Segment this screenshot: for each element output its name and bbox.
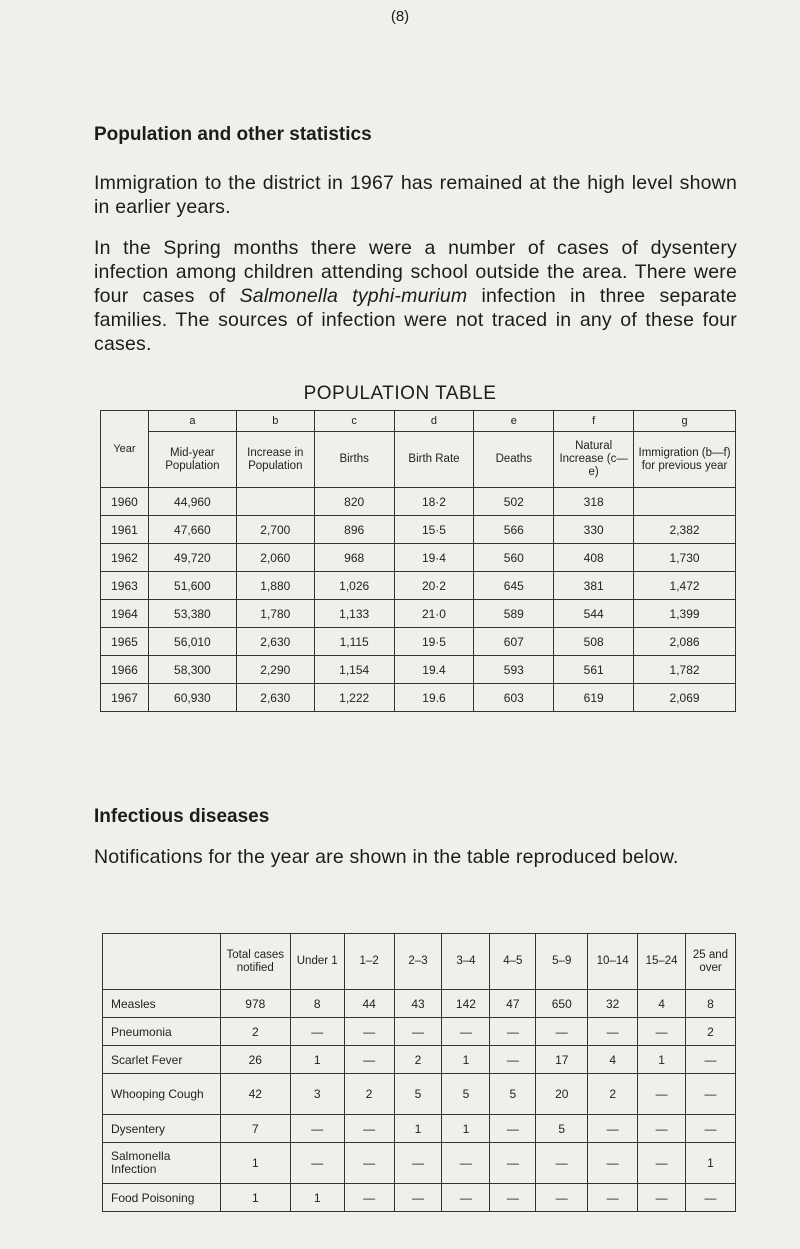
table-cell: — (638, 1115, 686, 1143)
population-table-letter-row (101, 411, 736, 432)
table-cell: 2 (686, 1018, 736, 1046)
table-cell: — (536, 1184, 588, 1212)
table-cell: 330 (554, 516, 634, 544)
table-cell: 2,630 (236, 628, 314, 656)
table-cell: 5 (490, 1074, 536, 1115)
table-cell: — (638, 1184, 686, 1212)
table-cell: 1 (220, 1184, 290, 1212)
year-cell: 1966 (101, 656, 149, 684)
table-cell: 8 (290, 990, 344, 1018)
table-row (103, 1046, 736, 1074)
table-row (101, 684, 736, 712)
population-table (100, 410, 736, 712)
population-table-header-row (101, 432, 736, 488)
table-cell: 5 (442, 1074, 490, 1115)
table-cell: 1 (638, 1046, 686, 1074)
table-row (101, 544, 736, 572)
table-cell: 1,026 (314, 572, 394, 600)
year-cell: 1965 (101, 628, 149, 656)
table-cell: 1 (220, 1143, 290, 1184)
section-heading-infectious: Infectious diseases (94, 806, 270, 827)
table-row (101, 628, 736, 656)
table-cell: 381 (554, 572, 634, 600)
table-cell: 42 (220, 1074, 290, 1115)
column-letter: f (554, 411, 634, 432)
table-cell: — (490, 1143, 536, 1184)
table-cell: 607 (474, 628, 554, 656)
table-cell: — (490, 1184, 536, 1212)
year-cell: 1962 (101, 544, 149, 572)
year-cell: 1967 (101, 684, 149, 712)
table-cell: — (442, 1184, 490, 1212)
table-row (101, 600, 736, 628)
table-cell: 1 (686, 1143, 736, 1184)
table-cell: 619 (554, 684, 634, 712)
table-cell: — (442, 1143, 490, 1184)
column-header: Under 1 (290, 934, 344, 990)
table-cell: 4 (638, 990, 686, 1018)
table-cell: 820 (314, 488, 394, 516)
column-header: 5–9 (536, 934, 588, 990)
table-cell: 2 (344, 1074, 394, 1115)
table-cell: — (686, 1184, 736, 1212)
table-row (101, 656, 736, 684)
table-cell: — (490, 1115, 536, 1143)
table-cell: 1,472 (634, 572, 736, 600)
table-cell: 978 (220, 990, 290, 1018)
table-cell: — (344, 1143, 394, 1184)
table-cell: — (588, 1018, 638, 1046)
table-cell: 2,382 (634, 516, 736, 544)
year-cell: 1961 (101, 516, 149, 544)
table-cell: 544 (554, 600, 634, 628)
table-cell: 1,115 (314, 628, 394, 656)
table-cell: 650 (536, 990, 588, 1018)
table-row (103, 1143, 736, 1184)
column-letter: g (634, 411, 736, 432)
table-cell: — (490, 1046, 536, 1074)
table-cell: 896 (314, 516, 394, 544)
header-births: Births (314, 432, 394, 488)
table-row (103, 1074, 736, 1115)
table-cell: 44,960 (148, 488, 236, 516)
table-cell: 47 (490, 990, 536, 1018)
disease-name-cell: Whooping Cough (103, 1074, 221, 1115)
column-letter: e (474, 411, 554, 432)
section-heading-population: Population and other statistics (94, 124, 372, 145)
table-cell: 1,730 (634, 544, 736, 572)
table-cell: 560 (474, 544, 554, 572)
table-cell: 21·0 (394, 600, 474, 628)
column-header: Total cases notified (220, 934, 290, 990)
table-cell: 8 (686, 990, 736, 1018)
table-cell: 3 (290, 1074, 344, 1115)
table-cell: 1,782 (634, 656, 736, 684)
table-row (101, 572, 736, 600)
header-year: Year (101, 411, 149, 488)
table-cell: — (394, 1018, 442, 1046)
paragraph-immigration: Immigration to the district in 1967 has remained at the high level shown in earlier years. (94, 172, 737, 218)
infectious-diseases-table (102, 933, 736, 1212)
table-cell: 26 (220, 1046, 290, 1074)
table-cell: 566 (474, 516, 554, 544)
table-row (101, 488, 736, 516)
table-cell: 1,222 (314, 684, 394, 712)
column-header: 4–5 (490, 934, 536, 990)
infectious-table-header-row (103, 934, 736, 990)
table-cell: 19·5 (394, 628, 474, 656)
table-cell: 318 (554, 488, 634, 516)
disease-name-cell: Scarlet Fever (103, 1046, 221, 1074)
table-cell: — (344, 1046, 394, 1074)
table-cell: 2,630 (236, 684, 314, 712)
table-row (103, 990, 736, 1018)
paragraph-dysentery-text-1: In the Spring months there were a number of cases of dysentery infection among children attending school outside the area. There were four cases of (94, 237, 737, 307)
header-increase-in-population: Increase in Population (236, 432, 314, 488)
disease-name-cell: Pneumonia (103, 1018, 221, 1046)
column-letter: b (236, 411, 314, 432)
table-cell: — (588, 1184, 638, 1212)
disease-name-cell: Measles (103, 990, 221, 1018)
paragraph-dysentery-text-2: infection in three separate families. The sources of infection were not traced in any of these four cases. (94, 285, 737, 355)
table-cell: 5 (536, 1115, 588, 1143)
table-cell: 142 (442, 990, 490, 1018)
table-cell: — (638, 1074, 686, 1115)
paragraph-dysentery (94, 236, 737, 356)
table-cell: 1,780 (236, 600, 314, 628)
table-cell: — (344, 1184, 394, 1212)
table-cell: 56,010 (148, 628, 236, 656)
table-cell: 18·2 (394, 488, 474, 516)
table-cell: — (536, 1018, 588, 1046)
table-cell: 408 (554, 544, 634, 572)
table-cell: 58,300 (148, 656, 236, 684)
table-cell: 968 (314, 544, 394, 572)
table-cell: 1 (442, 1046, 490, 1074)
table-cell: 2,069 (634, 684, 736, 712)
salmonella-species-name: Salmonella typhi-murium (239, 285, 468, 307)
table-cell: — (394, 1184, 442, 1212)
table-cell: 2,290 (236, 656, 314, 684)
header-immigration: Immigration (b—f) for previous year (634, 432, 736, 488)
table-cell: 44 (344, 990, 394, 1018)
table-cell: 508 (554, 628, 634, 656)
table-cell: — (290, 1018, 344, 1046)
table-row (101, 516, 736, 544)
disease-name-cell: Food Poisoning (103, 1184, 221, 1212)
table-cell: 1,133 (314, 600, 394, 628)
column-letter: a (148, 411, 236, 432)
table-cell: 51,600 (148, 572, 236, 600)
table-cell: 19.6 (394, 684, 474, 712)
table-cell: — (490, 1018, 536, 1046)
population-table-caption: POPULATION TABLE (303, 383, 497, 404)
table-cell: 2 (588, 1074, 638, 1115)
paragraph-notifications: Notifications for the year are shown in the table reproduced below. (94, 846, 679, 868)
disease-name-cell: Dysentery (103, 1115, 221, 1143)
table-cell: 49,720 (148, 544, 236, 572)
table-cell: — (536, 1143, 588, 1184)
table-cell: 1,399 (634, 600, 736, 628)
table-cell: — (344, 1115, 394, 1143)
table-cell: 2,060 (236, 544, 314, 572)
year-cell: 1963 (101, 572, 149, 600)
column-header: 2–3 (394, 934, 442, 990)
table-row (103, 1018, 736, 1046)
table-cell: 47,660 (148, 516, 236, 544)
page-number: (8) (390, 8, 410, 25)
column-letter: d (394, 411, 474, 432)
table-cell: — (686, 1115, 736, 1143)
table-cell: — (686, 1074, 736, 1115)
table-cell: 2 (394, 1046, 442, 1074)
table-cell: 43 (394, 990, 442, 1018)
table-cell: 1 (442, 1115, 490, 1143)
table-cell: — (394, 1143, 442, 1184)
table-cell: 603 (474, 684, 554, 712)
header-natural-increase: Natural Increase (c—e) (554, 432, 634, 488)
table-cell: — (638, 1018, 686, 1046)
table-cell: 1 (290, 1046, 344, 1074)
column-header: 10–14 (588, 934, 638, 990)
table-cell: 2 (220, 1018, 290, 1046)
table-cell: 2,086 (634, 628, 736, 656)
table-cell: 593 (474, 656, 554, 684)
table-cell: 1 (290, 1184, 344, 1212)
table-cell: 2,700 (236, 516, 314, 544)
table-cell: 502 (474, 488, 554, 516)
column-header: 1–2 (344, 934, 394, 990)
table-cell: — (588, 1115, 638, 1143)
column-header: 15–24 (638, 934, 686, 990)
table-cell: 7 (220, 1115, 290, 1143)
table-cell: 589 (474, 600, 554, 628)
table-cell: 19·4 (394, 544, 474, 572)
table-cell: 32 (588, 990, 638, 1018)
table-cell: 53,380 (148, 600, 236, 628)
column-header (103, 934, 221, 990)
table-cell: 1,880 (236, 572, 314, 600)
table-cell: 19.4 (394, 656, 474, 684)
table-row (103, 1184, 736, 1212)
table-cell: 561 (554, 656, 634, 684)
table-cell (634, 488, 736, 516)
table-cell: 5 (394, 1074, 442, 1115)
table-cell (236, 488, 314, 516)
column-header: 3–4 (442, 934, 490, 990)
year-cell: 1964 (101, 600, 149, 628)
table-cell: — (638, 1143, 686, 1184)
table-cell: 15·5 (394, 516, 474, 544)
table-cell: 17 (536, 1046, 588, 1074)
table-cell: — (686, 1046, 736, 1074)
table-cell: — (588, 1143, 638, 1184)
column-letter: c (314, 411, 394, 432)
table-cell: 1 (394, 1115, 442, 1143)
header-birth-rate: Birth Rate (394, 432, 474, 488)
year-cell: 1960 (101, 488, 149, 516)
column-header: 25 and over (686, 934, 736, 990)
table-row (103, 1115, 736, 1143)
table-cell: 20 (536, 1074, 588, 1115)
table-cell: — (344, 1018, 394, 1046)
table-cell: 4 (588, 1046, 638, 1074)
table-cell: 20·2 (394, 572, 474, 600)
table-cell: 60,930 (148, 684, 236, 712)
header-mid-year-population: Mid-year Population (148, 432, 236, 488)
table-cell: — (290, 1115, 344, 1143)
header-deaths: Deaths (474, 432, 554, 488)
table-cell: — (290, 1143, 344, 1184)
disease-name-cell: Salmonella Infection (103, 1143, 221, 1184)
table-cell: — (442, 1018, 490, 1046)
table-cell: 645 (474, 572, 554, 600)
table-cell: 1,154 (314, 656, 394, 684)
